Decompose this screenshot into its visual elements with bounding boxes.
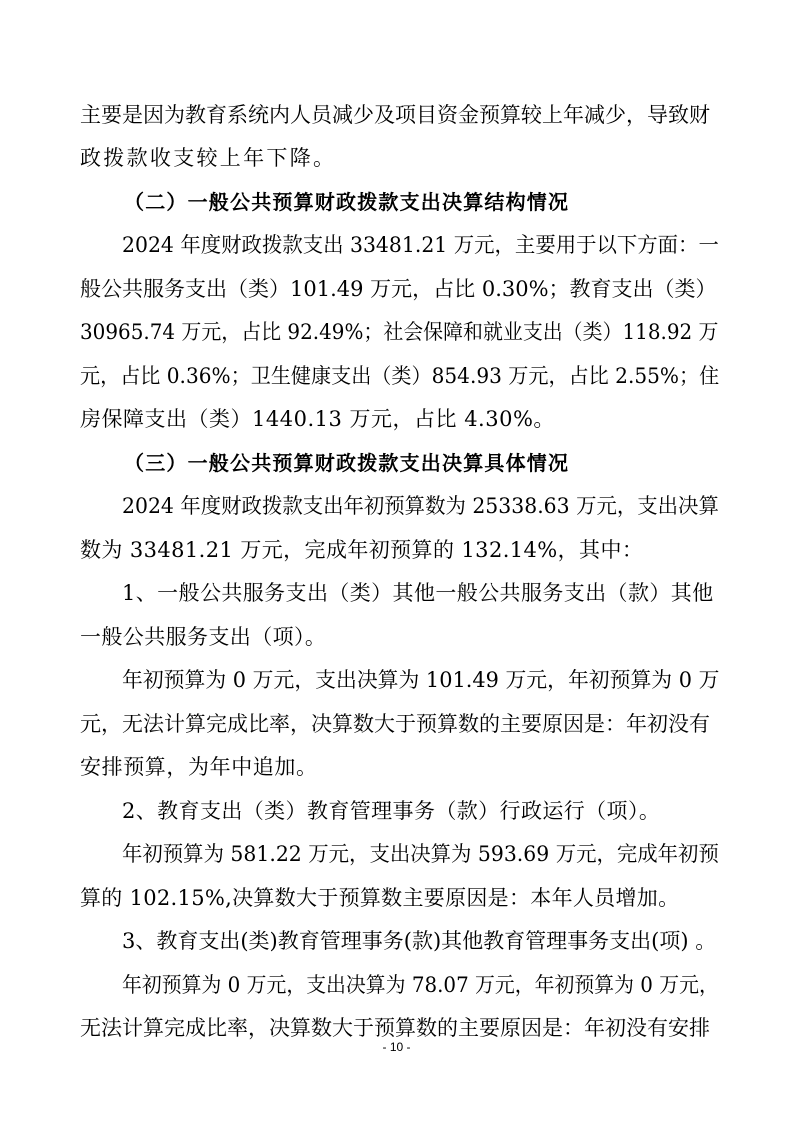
body-line: 2、教育支出（类）教育管理事务（款）行政运行（项）。 [122, 799, 661, 823]
body-line: 数为 33481.21 万元，完成年初预算的 132.14%，其中： [80, 538, 644, 562]
body-line: 元，无法计算完成比率，决算数大于预算数的主要原因是：年初没有 [80, 712, 710, 736]
body-line: 年初预算为 581.22 万元，支出决算为 593.69 万元，完成年初预 [122, 842, 719, 866]
body-line: 算的 102.15%,决算数大于预算数主要原因是：本年人员增加。 [80, 886, 680, 910]
body-line: 主要是因为教育系统内人员减少及项目资金预算较上年减少，导致财 [80, 103, 710, 127]
body-line: 无法计算完成比率，决算数大于预算数的主要原因是：年初没有安排 [80, 1016, 710, 1040]
body-line: 年初预算为 0 万元，支出决算为 78.07 万元，年初预算为 0 万元， [122, 973, 719, 997]
body-line: 30965.74 万元，占比 92.49%；社会保障和就业支出（类）118.92 万 [80, 320, 719, 344]
section-heading-3: （三）一般公共预算财政拨款支出决算具体情况 [124, 451, 570, 475]
body-line: 一般公共服务支出（项）。 [80, 625, 327, 649]
body-line: 政拨款收支较上年下降。 [80, 146, 337, 170]
body-line: 元，占比 0.36%；卫生健康支出（类）854.93 万元，占比 2.55%；住 [80, 364, 720, 388]
body-line: 房保障支出（类）1440.13 万元，占比 4.30%。 [80, 407, 555, 431]
body-line: 1、一般公共服务支出（类）其他一般公共服务支出（款）其他 [122, 581, 714, 605]
body-line: 2024 年度财政拨款支出 33481.21 万元，主要用于以下方面：一 [122, 233, 719, 257]
body-line: 年初预算为 0 万元，支出决算为 101.49 万元，年初预算为 0 万 [122, 668, 720, 692]
body-line: 2024 年度财政拨款支出年初预算数为 25338.63 万元，支出决算 [122, 494, 719, 518]
section-heading-2: （二）一般公共预算财政拨款支出决算结构情况 [124, 190, 570, 214]
body-line: 3、教育支出(类)教育管理事务(款)其他教育管理事务支出(项) 。 [122, 929, 717, 953]
body-line: 般公共服务支出（类）101.49 万元，占比 0.30%；教育支出（类） [80, 277, 717, 301]
page-number: - 10 - [382, 1040, 411, 1054]
body-line: 安排预算，为年中追加。 [80, 755, 318, 779]
